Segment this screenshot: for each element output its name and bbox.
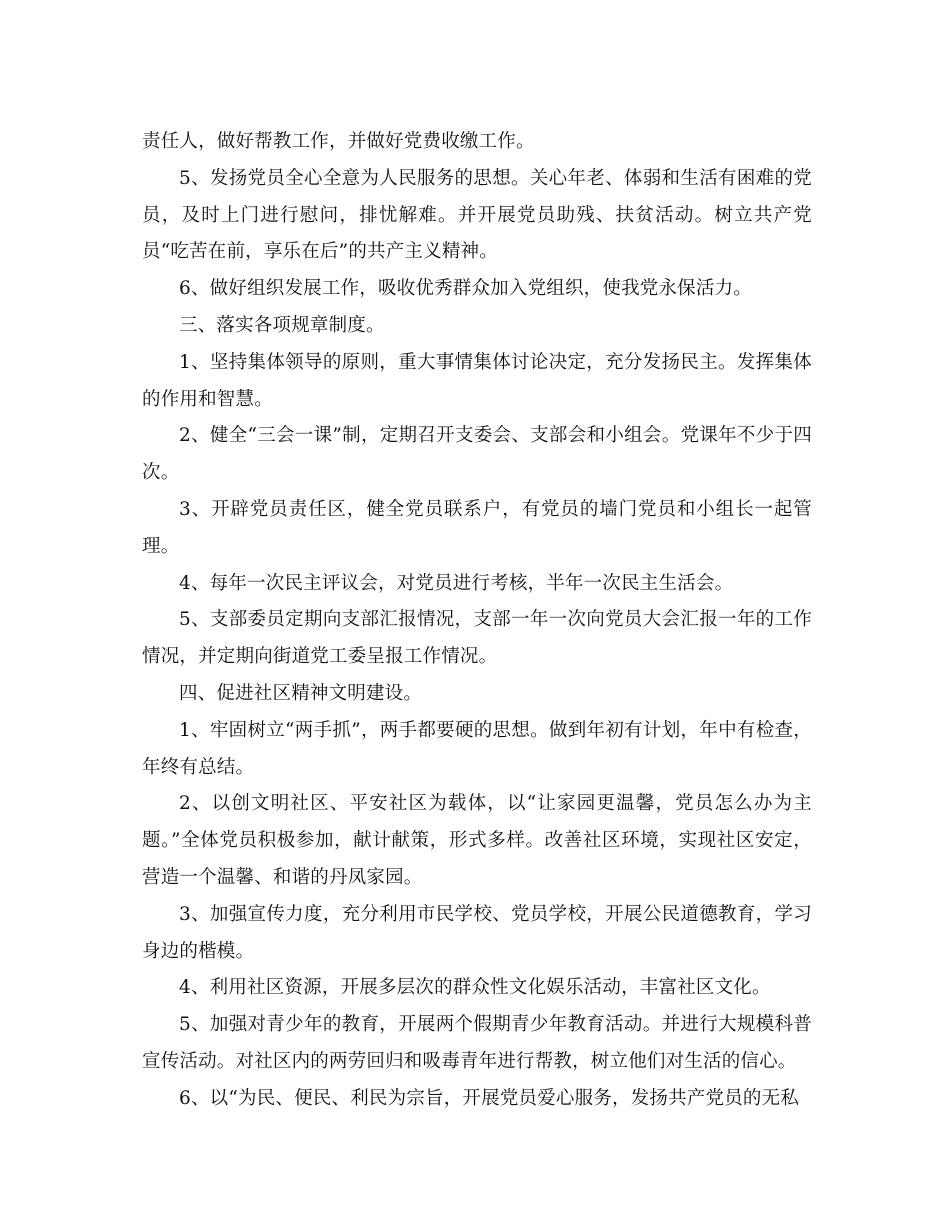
section-heading: 四、促进社区精神文明建设。	[179, 682, 423, 704]
section-heading: 三、落实各项规章制度。	[179, 314, 385, 336]
paragraph: 4、利用社区资源，开展多层次的群众性文化娱乐活动，丰富社区文化。	[179, 977, 771, 999]
paragraph: 2、健全“三会一课”制，定期召开支委会、支部会和小组会。党课年不少于四次。	[142, 425, 812, 484]
paragraph: 4、每年一次民主评议会，对党员进行考核，半年一次民主生活会。	[179, 572, 734, 594]
paragraph: 责任人，做好帮教工作，并做好党费收缴工作。	[142, 131, 535, 152]
paragraph: 1、坚持集体领导的原则，重大事情集体讨论决定，充分发扬民主。发挥集体的作用和智慧。	[142, 351, 812, 410]
paragraph: 2、以创文明社区、平安社区为载体，以“让家园更温馨，党员怎么办为主题。”全体党员积极参加，献计献策，形式多样。改善社区环境，实现社区安定，营造一个温馨、和谐的丹凤家园。	[142, 793, 812, 888]
paragraph: 5、加强对青少年的教育，开展两个假期青少年教育活动。并进行大规模科普宣传活动。对社区内的两劳回归和吸毒青年进行帮教，树立他们对生活的信心。	[142, 1014, 812, 1072]
paragraph: 5、支部委员定期向支部汇报情况，支部一年一次向党员大会汇报一年的工作情况，并定期向街道党工委呈报工作情况。	[142, 609, 812, 668]
paragraph: 3、开辟党员责任区，健全党员联系户，有党员的墙门党员和小组长一起管理。	[142, 498, 812, 557]
paragraph: 1、牢固树立“两手抓”，两手都要硬的思想。做到年初有计划，年中有检查，年终有总结。	[142, 719, 812, 778]
paragraph: 3、加强宣传力度，充分利用市民学校、党员学校，开展公民道德教育，学习身边的楷模。	[142, 903, 812, 962]
paragraph: 5、发扬党员全心全意为人民服务的思想。关心年老、体弱和生活有困难的党员，及时上门进行慰问，排忧解难。并开展党员助残、扶贫活动。树立共产党员“吃苦在前，享乐在后”的共产主义精神。	[142, 167, 812, 263]
paragraph: 6、做好组织发展工作，吸收优秀群众加入党组织，使我党永保活力。	[179, 278, 752, 300]
paragraph: 6、以“为民、便民、利民为宗旨，开展党员爱心服务，发扬共产党员的无私	[179, 1087, 800, 1109]
